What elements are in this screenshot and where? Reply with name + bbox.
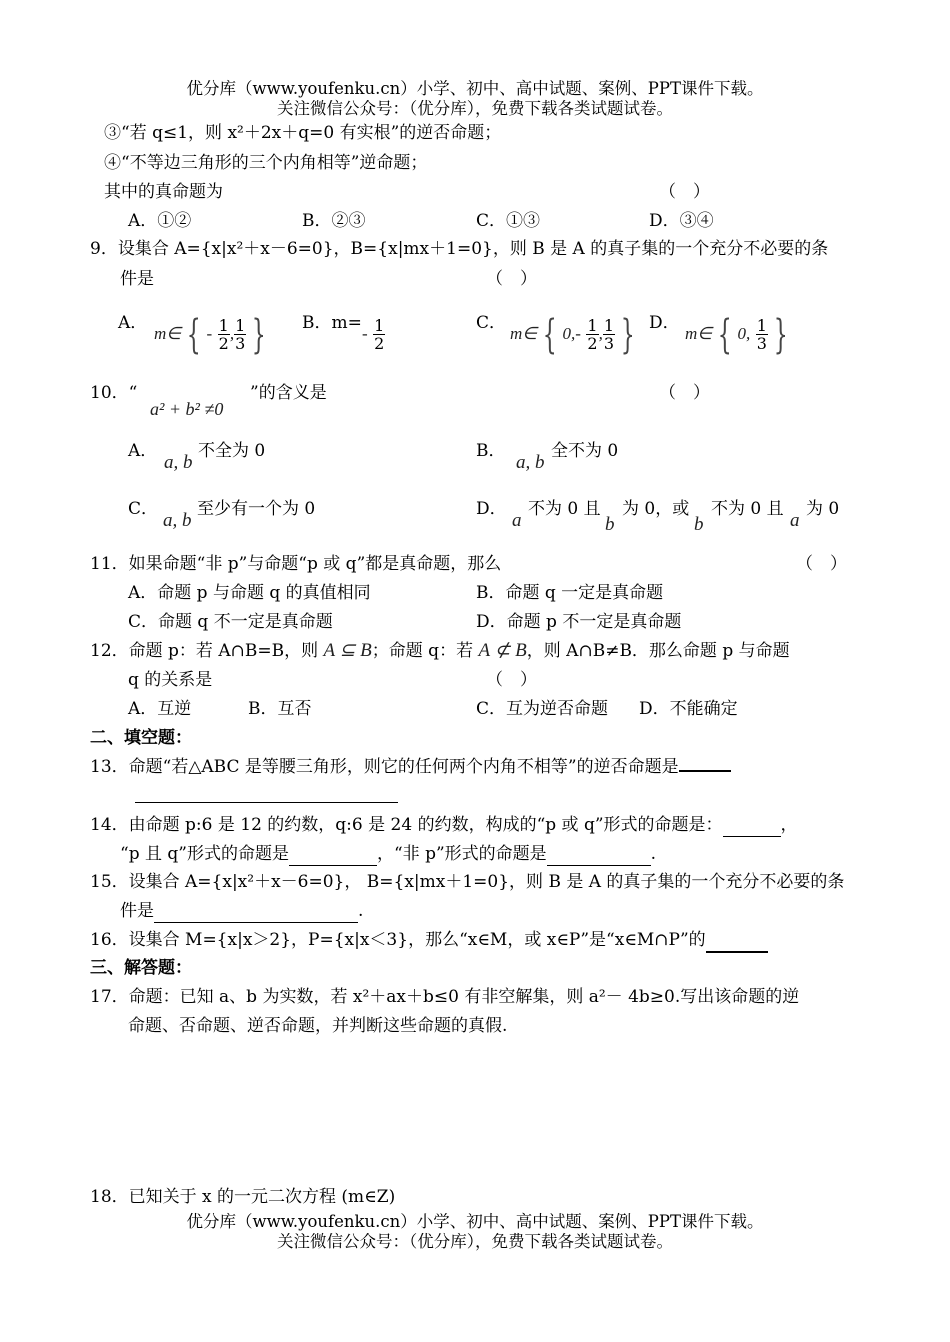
q15-text: 件是 [120,901,154,921]
q9-option-d [649,312,680,334]
q12-option-a: A．互逆 [128,699,192,719]
q9-d-zero: 0, [737,324,751,343]
header-line-2: 关注微信公众号：（优分库），免费下载各类试题试卷。 [277,99,673,118]
section-answer-heading: 三、解答题： [90,958,192,978]
q9-d-set-symbol: m∈ [685,324,713,343]
q14-period: . [650,844,657,864]
q9-stem-line-1: 9．设集合 A={x|x²＋x－6=0}，B={x|mx＋1=0}，则 B 是 A 的真子集的一个充分不必要的条 [90,239,829,259]
q14-text-and: “p 且 q”形式的命题是 [120,844,289,864]
q10-d-text-4: 为 0 [806,499,840,519]
header-line-1: 优分库（www.youfenku.cn）小学、初中、高中试题、案例、PPT课件下载。 [186,79,764,98]
q12-text-a: 12．命题 p：若 A∩B=B，则 [90,641,319,661]
q12-stem-line-2: q 的关系是 [128,670,213,690]
q10-option-b-text: 全不为 0 [551,441,619,461]
q9-a-set-symbol: m∈ [154,324,182,343]
q14-text-not: ，“非 p”形式的命题是 [376,844,547,864]
left-brace-icon: { [717,311,732,358]
q14-text-1: 14．由命题 p:6 是 12 的约数，q:6 是 24 的约数，构成的“p 或 q”形式的命题是： [90,815,723,835]
q15-period: . [358,901,364,921]
q16-stem [90,929,768,953]
q10-option-b-math: a, b [516,452,545,473]
q9-option-b-math [362,308,385,360]
q10-d-var-b2: b [694,514,704,535]
footer-line-2: 关注微信公众号：（优分库），免费下载各类试题试卷。 [277,1232,673,1251]
right-brace-icon: } [251,311,266,358]
q8-option-a: A．①② [128,211,192,231]
q11-stem: 11．如果命题“非 p”与命题“p 或 q”都是真命题，那么 [90,554,502,574]
q15-stem-line-1: 15．设集合 A={x|x²＋x－6=0}， B={x|mx＋1=0}，则 B 是 A 的真子集的一个充分不必要的条 [90,872,845,892]
q9-d-frac: $\frac{1}{3}$ [756,316,767,353]
q9-stem-line-2: 件是 [120,269,154,289]
q9-option-d-math [685,308,793,360]
q9-c-frac-2: $\frac{1}{3}$ [603,316,614,353]
q11-option-d: D．命题 p 不一定是真命题 [476,612,682,632]
q17-stem-line-1: 17．命题：已知 a、b 为实数，若 x²＋ax＋b≤0 有非空解集，则 a²－ 4b≥0.写出该命题的逆 [90,987,800,1007]
q10-d-text-2: 为 0，或 [622,499,690,519]
q18-stem: 18．已知关于 x 的一元二次方程 (m∈Z) [90,1187,396,1207]
q10-answer-paren: （ ） [659,383,710,403]
q9-option-d-label: D． [649,313,680,333]
q16-blank[interactable] [706,929,768,953]
q8-option-d: D．③④ [649,211,714,231]
q14-stem-line-2 [120,843,656,866]
q9-option-a-math: m∈ { - $\frac{1}{2}$ , $\frac{1}{3}$ } [154,311,266,358]
q12-option-b: B．互否 [248,699,312,719]
q10-d-var-a2: a [790,510,800,531]
q12-text-b: ；命题 q：若 [371,641,474,661]
section-fill-in-heading: 二、填空题： [90,728,192,748]
left-brace-icon: { [542,311,557,358]
q10-option-b-label: B． [476,441,506,461]
q15-stem-line-2 [120,900,363,923]
q9-b-frac: $\frac{1}{2}$ [374,316,385,353]
q10-option-c-math: a, b [163,510,192,531]
q9-option-c-label: C． [476,313,507,333]
q11-option-b: B．命题 q 一定是真命题 [476,583,664,603]
q8-option-b: B．②③ [302,211,366,231]
q13-blank-1[interactable] [679,770,731,772]
q10-option-d-label: D． [476,499,507,519]
q9-c-zero: 0, [562,324,576,343]
q10-option-c-text: 至少有一个为 0 [197,499,316,519]
q9-option-a [118,312,147,334]
q14-blank-not[interactable] [547,843,651,866]
q9-c-set-symbol: m∈ [510,324,538,343]
q8-answer-paren: （ ） [659,182,710,202]
q14-stem-line-1 [90,814,798,837]
q9-option-b [302,312,362,334]
q11-option-c: C．命题 q 不一定是真命题 [128,612,333,632]
q10-d-var-b1: b [605,514,615,535]
q12-option-d: D．不能确定 [639,699,738,719]
q10-option-a-text: 不全为 0 [198,441,266,461]
q12-option-c: C．互为逆否命题 [476,699,609,719]
q10-d-var-a1: a [512,510,522,531]
q15-blank[interactable] [154,900,358,923]
q14-blank-and[interactable] [289,843,377,866]
q10-option-a-math: a, b [164,452,193,473]
q9-option-a-label: A． [118,313,148,333]
q9-option-c [476,312,506,334]
q12-math-subset: A ⊆ B [323,640,372,661]
q12-answer-paren: （ ） [486,670,537,690]
q12-math-not-subset: A ⊄ B [478,640,527,661]
q10-tail: ”的含义是 [250,383,327,403]
q12-text-c: ，则 A∩B≠B．那么命题 p 与命题 [526,641,790,661]
q13-blank-2[interactable] [135,786,398,803]
q9-option-b-label: B．m= [302,313,362,333]
q8-option-c: C．①③ [476,211,541,231]
q10-option-a-label: A． [128,441,158,461]
right-brace-icon: } [773,311,788,358]
q14-blank-or[interactable] [723,814,781,837]
q10-num: 10．“ [90,383,138,403]
q9-a-frac-2: $\frac{1}{3}$ [235,316,246,353]
right-brace-icon: } [620,311,635,358]
q10-math: a² + b² ≠0 [150,399,224,419]
q9-option-c-math: m∈ { 0,- $\frac{1}{2}$ , $\frac{1}{3}$ } [510,311,635,358]
q8-item-3: ③“若 q≤1，则 x²＋2x＋q=0 有实根”的逆否命题； [104,123,502,143]
q10-d-text-3: 不为 0 且 [711,499,784,519]
left-brace-icon: { [186,311,201,358]
q14-comma: ， [780,815,798,835]
q8-stem: 其中的真命题为 [104,182,223,202]
q8-item-4: ④“不等边三角形的三个内角相等”逆命题； [104,153,428,173]
q16-text: 16．设集合 M={x|x＞2}，P={x|x＜3}，那么“x∈M，或 x∈P”是“x∈M∩P”的 [90,930,706,950]
q11-option-a: A．命题 p 与命题 q 的真值相同 [128,583,371,603]
q10-d-text-1: 不为 0 且 [528,499,601,519]
q13-text: 13．命题“若△ABC 是等腰三角形，则它的任何两个内角不相等”的逆否命题是 [90,757,679,777]
q12-stem-line-1 [90,640,790,662]
q10-option-c-label: C． [128,499,159,519]
q9-b-minus: - [362,324,368,343]
q9-answer-paren: （ ） [486,269,537,289]
footer-line-1: 优分库（www.youfenku.cn）小学、初中、高中试题、案例、PPT课件下载。 [186,1212,764,1231]
q17-stem-line-2: 命题、否命题、逆否命题，并判断这些命题的真假. [128,1016,508,1036]
q13-stem [90,756,731,778]
q9-a-frac-1: $\frac{1}{2}$ [218,316,229,353]
q11-answer-paren: （ ） [796,554,847,574]
q9-c-frac-1: $\frac{1}{2}$ [587,316,598,353]
